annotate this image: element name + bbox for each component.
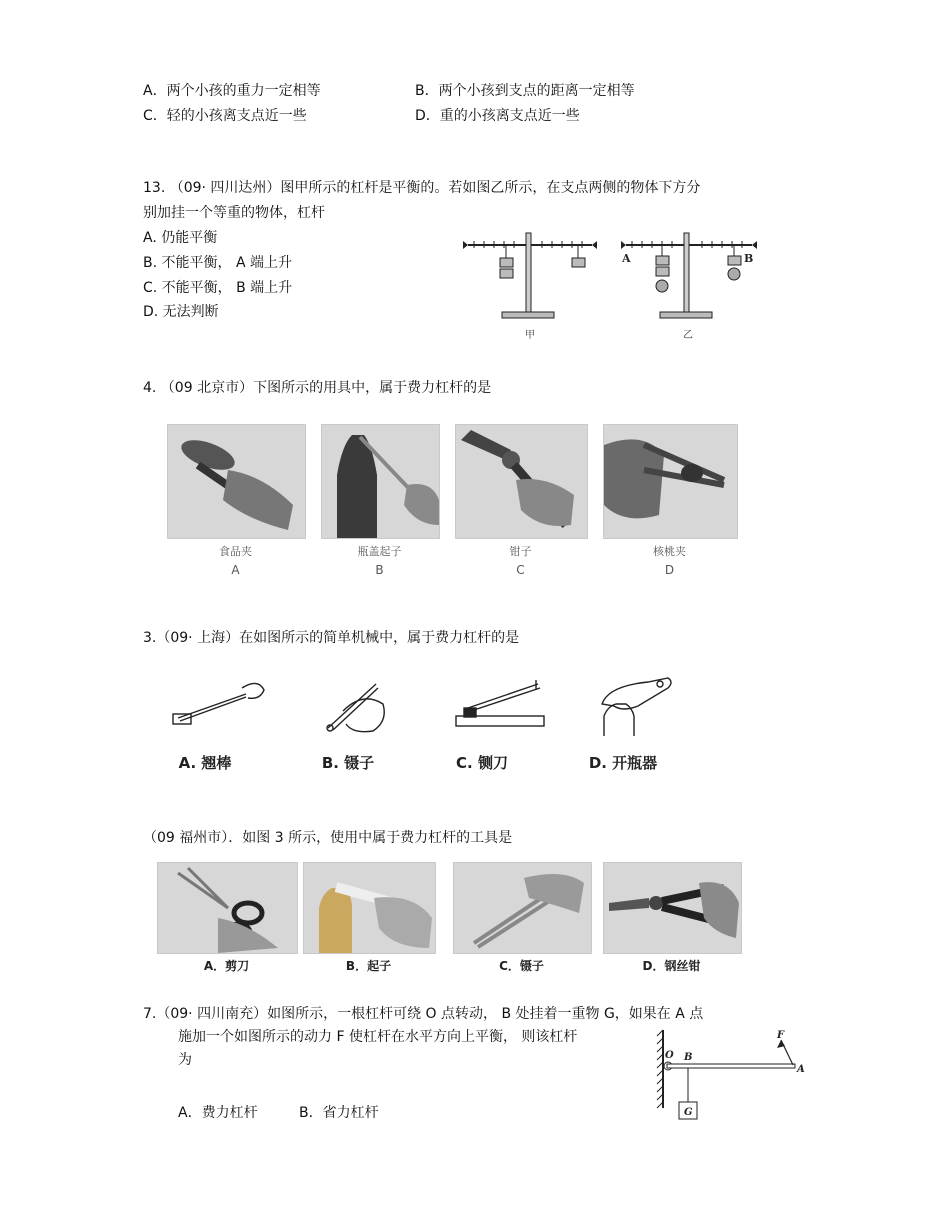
photo-scissors — [157, 862, 298, 954]
fuzhou-caption-b: B．起子 — [345, 959, 392, 973]
lever-balance-figure — [462, 226, 767, 344]
q12-option-d: D．重的小孩离支点近一些 — [415, 108, 580, 124]
tweezers-drawing — [327, 684, 384, 732]
q7-stem-line3: 为 — [178, 1052, 192, 1068]
label-b: B — [684, 1052, 693, 1063]
label-yi: 乙 — [683, 330, 693, 341]
q13-option-a: A. 仍能平衡 — [143, 230, 218, 246]
q4-item-a-letter: A — [231, 563, 240, 577]
fuzhou-caption-a: A．剪刀 — [203, 959, 250, 973]
q4-item-b-name: 瓶盖起子 — [357, 545, 402, 558]
q7-stem-line1: 7.（09· 四川南充）如图所示，一根杠杆可绕 O 点转动， B 处挂着一重物 G，如果在 A 点 — [143, 1006, 704, 1022]
bottle-opener-drawing — [602, 678, 671, 736]
label-g: G — [684, 1107, 693, 1118]
q3-caption-d: D. 开瓶器 — [588, 754, 658, 772]
q7-option-b: B．省力杠杆 — [299, 1105, 379, 1121]
q13-option-c: C. 不能平衡， B 端上升 — [143, 280, 293, 296]
q4-stem: 4. （09 北京市）下图所示的用具中，属于费力杠杆的是 — [143, 380, 492, 396]
q13-option-b: B. 不能平衡， A 端上升 — [143, 255, 292, 271]
q3-machines-figure — [168, 676, 688, 738]
q3-caption-b: B. 镊子 — [321, 754, 375, 772]
q4-item-c-letter: C — [516, 563, 525, 577]
q13-stem-line1: 13. （09· 四川达州）图甲所示的杠杆是平衡的。若如图乙所示，在支点两侧的物体下方分 — [143, 180, 701, 196]
q4-item-d-name: 核桃夹 — [653, 545, 686, 558]
label-o: O — [665, 1050, 674, 1061]
q12-option-b: B．两个小孩到支点的距离一定相等 — [415, 83, 635, 99]
photo-bottle-opener — [321, 424, 440, 539]
crowbar-drawing — [173, 683, 264, 724]
photo-tweezers — [453, 862, 592, 954]
q4-item-a-name: 食品夹 — [219, 545, 252, 558]
guillotine-cutter-drawing — [456, 680, 544, 726]
q3-caption-a: A. 翘棒 — [178, 754, 232, 772]
q12-option-a: A．两个小孩的重力一定相等 — [143, 83, 321, 99]
q12-option-c: C．轻的小孩离支点近一些 — [143, 108, 307, 124]
point-b-label: B — [744, 252, 754, 265]
photo-wire-pliers — [603, 862, 742, 954]
photo-pliers — [455, 424, 588, 539]
q3-caption-c: C. 铡刀 — [456, 754, 508, 772]
q4-item-d-letter: D — [664, 563, 675, 577]
q13-option-d: D. 无法判断 — [143, 304, 219, 320]
q7-option-a: A．费力杠杆 — [178, 1105, 258, 1121]
lever-force-diagram — [655, 1028, 810, 1124]
q7-stem-line2: 施加一个如图所示的动力 F 使杠杆在水平方向上平衡， 则该杠杆 — [178, 1029, 578, 1045]
balance-yi — [621, 233, 757, 341]
label-a: A — [797, 1064, 805, 1075]
photo-food-tongs — [167, 424, 306, 539]
fuzhou-stem: （09 福州市）．如图 3 所示，使用中属于费力杠杆的工具是 — [143, 830, 513, 846]
q4-item-c-name: 钳子 — [509, 545, 532, 558]
point-a-label: A — [622, 252, 631, 265]
balance-jia — [463, 233, 597, 341]
fuzhou-caption-d: D．钢丝钳 — [642, 959, 701, 973]
photo-nutcracker — [603, 424, 738, 539]
q3-stem: 3.（09· 上海）在如图所示的简单机械中，属于费力杠杆的是 — [143, 630, 520, 646]
q13-stem-line2: 别加挂一个等重的物体，杠杆 — [143, 205, 325, 221]
label-f: F — [777, 1030, 785, 1041]
q4-item-b-letter: B — [375, 563, 384, 577]
photo-opener — [303, 862, 436, 954]
fuzhou-caption-c: C．镊子 — [499, 959, 544, 973]
label-jia: 甲 — [525, 330, 535, 341]
